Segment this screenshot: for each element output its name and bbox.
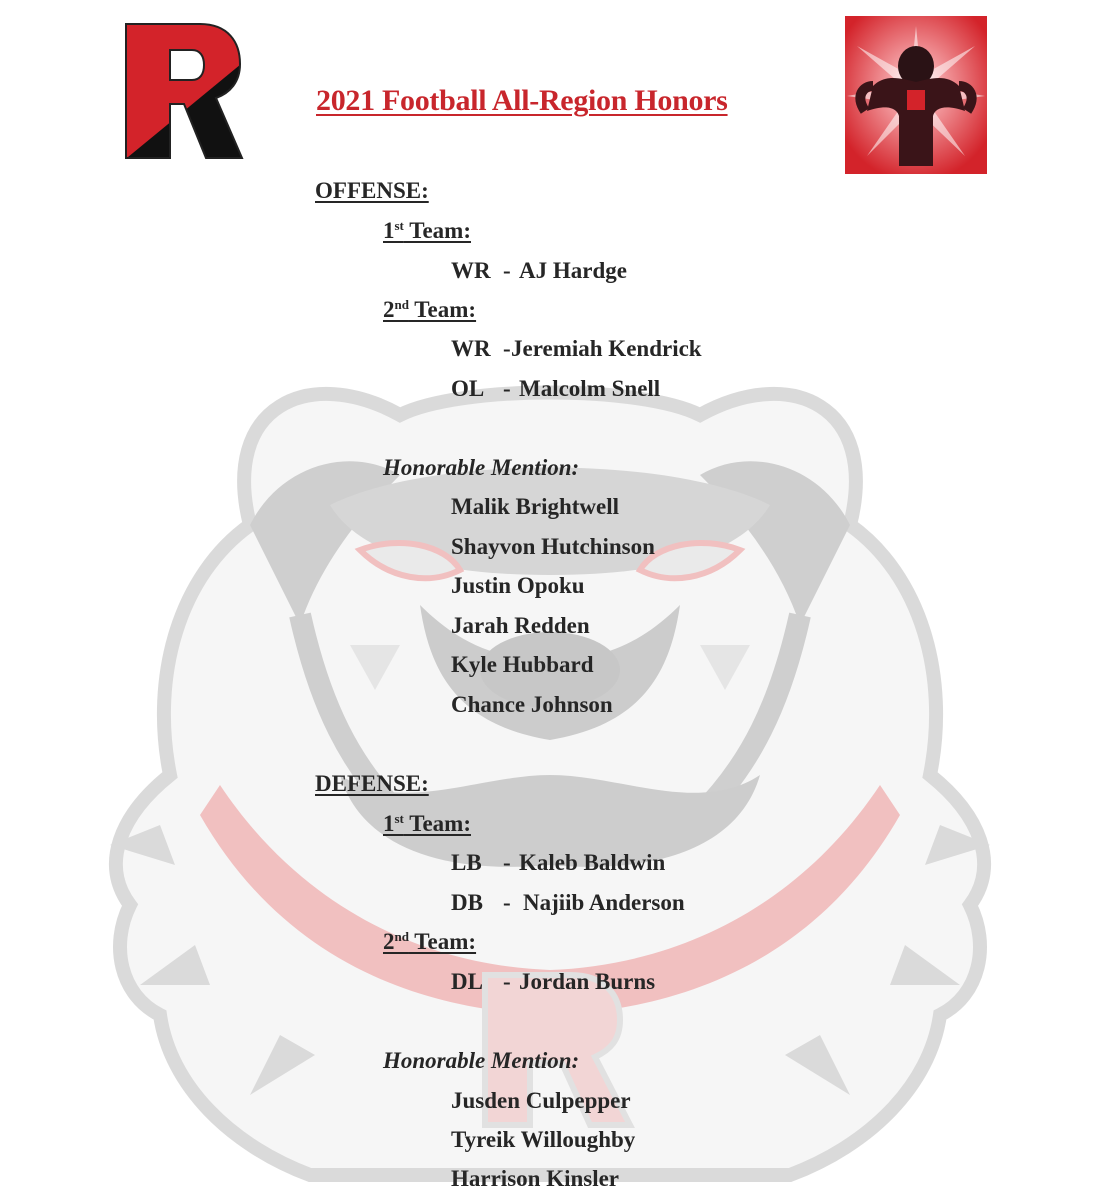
separator-dash: -: [503, 258, 511, 283]
document-title: 2021 Football All-Region Honors: [316, 84, 728, 117]
team-label: Team:: [408, 929, 477, 954]
separator-dash: -: [503, 376, 511, 401]
player-name: Jeremiah Kendrick: [511, 336, 702, 361]
separator-dash: -: [503, 850, 511, 875]
ordinal-suffix: st: [394, 218, 404, 233]
list-item: Shayvon Hutchinson: [451, 534, 655, 559]
ordinal-suffix: nd: [394, 929, 409, 944]
player-entry: [451, 890, 685, 916]
separator-dash: -: [503, 336, 511, 361]
list-item: Malik Brightwell: [451, 494, 620, 519]
player-entry: [451, 969, 655, 995]
player-position: DB: [451, 890, 483, 915]
list-item: Harrison Kinsler: [451, 1166, 620, 1191]
player-entry: [451, 850, 665, 876]
offense-honorable-mention-heading: Honorable Mention:: [383, 455, 580, 480]
list-item: Tyreik Willoughby: [451, 1127, 636, 1152]
separator-dash: -: [503, 890, 511, 915]
player-position: WR: [451, 258, 491, 283]
list-item: Chance Johnson: [451, 692, 613, 717]
list-item: Jusden Culpepper: [451, 1088, 631, 1113]
player-position: LB: [451, 850, 482, 875]
separator-dash: -: [503, 969, 511, 994]
player-entry: [451, 258, 627, 284]
list-item: Kyle Hubbard: [451, 652, 594, 677]
team-label: Team:: [403, 218, 471, 243]
defense-second-team-heading: [383, 929, 476, 955]
player-name: Jordan Burns: [519, 969, 656, 994]
player-entry: [451, 336, 702, 362]
ordinal-number: 2: [383, 297, 395, 322]
ordinal-number: 2: [383, 929, 395, 954]
offense-heading: OFFENSE:: [315, 178, 429, 203]
player-position: DL: [451, 969, 483, 994]
defense-honorable-mention-heading: Honorable Mention:: [383, 1048, 580, 1073]
ordinal-suffix: st: [394, 811, 404, 826]
offense-second-team-heading: [383, 297, 476, 323]
defense-first-team-heading: [383, 811, 471, 837]
team-label: Team:: [408, 297, 477, 322]
letter-r-logo-icon: [122, 20, 246, 162]
ordinal-number: 1: [383, 218, 395, 243]
ordinal-suffix: nd: [394, 297, 409, 312]
player-entry: [451, 376, 660, 402]
player-name: AJ Hardge: [519, 258, 627, 283]
ordinal-number: 1: [383, 811, 395, 836]
player-position: OL: [451, 376, 485, 401]
player-name: Kaleb Baldwin: [519, 850, 666, 875]
list-item: Jarah Redden: [451, 613, 590, 638]
offense-first-team-heading: [383, 218, 471, 244]
player-name: Malcolm Snell: [519, 376, 661, 401]
defense-heading: DEFENSE:: [315, 771, 429, 796]
football-player-graphic-icon: [845, 16, 987, 174]
list-item: Justin Opoku: [451, 573, 585, 598]
player-position: WR: [451, 336, 491, 361]
player-name: Najiib Anderson: [523, 890, 685, 915]
team-label: Team:: [403, 811, 471, 836]
